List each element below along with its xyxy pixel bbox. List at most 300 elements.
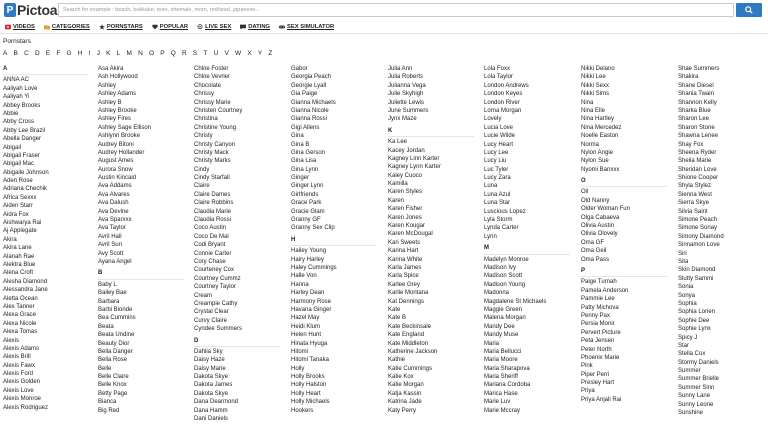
- pornstar-link[interactable]: Chrissy: [194, 91, 215, 98]
- pornstar-link[interactable]: London Keyes: [484, 91, 523, 98]
- pornstar-link[interactable]: Hitomi: [291, 348, 309, 355]
- pornstar-link[interactable]: Hairy Harley: [291, 256, 325, 263]
- pornstar-link[interactable]: Christy: [194, 133, 213, 140]
- pornstar-link[interactable]: Christina: [194, 116, 218, 123]
- pornstar-link[interactable]: Claudia Rossi: [194, 217, 232, 224]
- pornstar-link[interactable]: Katherine Jackson: [388, 348, 438, 355]
- pornstar-link[interactable]: Star: [678, 342, 690, 349]
- pornstar-link[interactable]: Pammie Lee: [581, 296, 615, 303]
- pornstar-link[interactable]: Alexis Brill: [3, 354, 31, 361]
- pornstar-link[interactable]: Audrey Bitoni: [98, 141, 134, 148]
- pornstar-link[interactable]: Baby L: [98, 281, 117, 288]
- pornstar-link[interactable]: Shakira: [678, 74, 699, 81]
- pornstar-link[interactable]: Abigail: [3, 144, 22, 151]
- pornstar-link[interactable]: Alexis Monroe: [3, 396, 42, 403]
- pornstar-link[interactable]: Kathie: [388, 357, 406, 364]
- pornstar-link[interactable]: Betty Page: [98, 390, 128, 397]
- pornstar-link[interactable]: Christen Courtney: [194, 107, 243, 114]
- pornstar-link[interactable]: Kagney Lynn Karter: [388, 164, 441, 171]
- pornstar-link[interactable]: Crystal Clear: [194, 309, 229, 316]
- pornstar-link[interactable]: Alektra Blue: [3, 261, 36, 268]
- pornstar-link[interactable]: Priya: [581, 388, 595, 395]
- pornstar-link[interactable]: Coco De Mal: [194, 233, 229, 240]
- pornstar-link[interactable]: Katie Morgan: [388, 382, 424, 389]
- pornstar-link[interactable]: Gabor: [291, 66, 308, 72]
- pornstar-link[interactable]: Alanah Rae: [3, 253, 35, 260]
- pornstar-link[interactable]: Sophia Lorien: [678, 309, 716, 316]
- pornstar-link[interactable]: Sunny Leone: [678, 401, 714, 408]
- pornstar-link[interactable]: Lorna Morgan: [484, 107, 522, 114]
- pornstar-link[interactable]: Paige Turnah: [581, 279, 617, 286]
- pornstar-link[interactable]: Gianna Nicole: [291, 107, 329, 114]
- alpha-letter-m[interactable]: M: [126, 50, 132, 57]
- pornstar-link[interactable]: Kat Dennings: [388, 298, 425, 305]
- pornstar-link[interactable]: Oil: [581, 189, 589, 196]
- pornstar-link[interactable]: Katrina Jade: [388, 399, 422, 406]
- site-logo[interactable]: [4, 2, 57, 18]
- pornstar-link[interactable]: Ava Addams: [98, 183, 132, 190]
- pornstar-link[interactable]: Magdalene St Michaels: [484, 298, 547, 305]
- pornstar-link[interactable]: Luna: [484, 183, 498, 190]
- pornstar-link[interactable]: Granny Sex Clip: [291, 225, 335, 232]
- pornstar-link[interactable]: Dakota Skye: [194, 390, 229, 397]
- pornstar-link[interactable]: Olivia Olovely: [581, 231, 618, 238]
- pornstar-link[interactable]: Simone Sonay: [678, 225, 718, 232]
- pornstar-link[interactable]: Gigi Allens: [291, 124, 320, 131]
- pornstar-link[interactable]: Lyla Storm: [484, 217, 513, 224]
- pornstar-link[interactable]: Simony Diamond: [678, 233, 724, 240]
- pornstar-link[interactable]: Stormy Daniels: [678, 359, 719, 366]
- pornstar-link[interactable]: Ginger: [291, 175, 310, 182]
- pornstar-link[interactable]: Christy Canyon: [194, 141, 236, 148]
- pornstar-link[interactable]: Karen McDougal: [388, 231, 433, 238]
- pornstar-link[interactable]: Pink: [581, 363, 593, 370]
- pornstar-link[interactable]: Persia Monir: [581, 321, 615, 328]
- pornstar-link[interactable]: Sunshine: [678, 410, 704, 417]
- pornstar-link[interactable]: Karen Fisher: [388, 206, 423, 213]
- pornstar-link[interactable]: Karen Styles: [388, 189, 423, 196]
- pornstar-link[interactable]: Gia Paige: [291, 91, 318, 98]
- pornstar-link[interactable]: Sophia: [678, 300, 697, 307]
- pornstar-link[interactable]: Aurora Snow: [98, 166, 133, 173]
- pornstar-link[interactable]: Ava Alvares: [98, 191, 130, 198]
- pornstar-link[interactable]: Jynx Maze: [388, 116, 417, 123]
- alpha-letter-r[interactable]: R: [182, 50, 187, 57]
- pornstar-link[interactable]: Cindy Starfall: [194, 175, 230, 182]
- pornstar-link[interactable]: Katja Kassin: [388, 390, 422, 397]
- pornstar-link[interactable]: Julianna Vega: [388, 82, 426, 89]
- alpha-letter-g[interactable]: G: [66, 50, 72, 57]
- alpha-letter-n[interactable]: N: [138, 50, 143, 57]
- alpha-letter-p[interactable]: P: [160, 50, 165, 57]
- pornstar-link[interactable]: Claudia Marie: [194, 208, 232, 215]
- pornstar-link[interactable]: August Ames: [98, 158, 134, 165]
- alpha-letter-z[interactable]: Z: [268, 50, 273, 57]
- alpha-letter-q[interactable]: Q: [170, 50, 176, 57]
- pornstar-link[interactable]: Karina White: [388, 256, 423, 263]
- pornstar-link[interactable]: Marie Luv: [484, 399, 511, 406]
- pornstar-link[interactable]: Kate England: [388, 332, 425, 339]
- nav-pornstars[interactable]: [99, 24, 143, 30]
- pornstar-link[interactable]: Maggie Green: [484, 306, 523, 313]
- pornstar-link[interactable]: Lola Taylor: [484, 74, 513, 81]
- pornstar-link[interactable]: Olivia Austin: [581, 223, 615, 230]
- pornstar-link[interactable]: Pervert Picture: [581, 329, 621, 336]
- alpha-letter-v[interactable]: V: [224, 50, 229, 57]
- pornstar-link[interactable]: Julie Skyhigh: [388, 91, 424, 98]
- pornstar-link[interactable]: Granny GF: [291, 217, 321, 224]
- pornstar-link[interactable]: Ashley B: [98, 99, 122, 106]
- pornstar-link[interactable]: Cream: [194, 292, 213, 299]
- pornstar-link[interactable]: Hanna: [291, 281, 309, 288]
- pornstar-link[interactable]: Abby Lee Brazil: [3, 127, 46, 134]
- pornstar-link[interactable]: Ashley Brooke: [98, 107, 137, 114]
- pornstar-link[interactable]: Ava Dalush: [98, 200, 129, 207]
- pornstar-link[interactable]: Malena Morgan: [484, 315, 526, 322]
- pornstar-link[interactable]: Chloe Foster: [194, 66, 229, 72]
- pornstar-link[interactable]: Lucie Wilde: [484, 133, 516, 140]
- pornstar-link[interactable]: Madonna: [484, 290, 510, 297]
- alpha-letter-o[interactable]: O: [148, 50, 155, 57]
- pornstar-link[interactable]: Beata: [98, 323, 114, 330]
- pornstar-link[interactable]: Aaliyah Yi: [3, 94, 30, 101]
- nav-live-sex[interactable]: [197, 24, 231, 30]
- pornstar-link[interactable]: Alexis Fawx: [3, 362, 36, 369]
- search-button[interactable]: [736, 3, 762, 17]
- pornstar-link[interactable]: Kari Sweets: [388, 239, 421, 246]
- pornstar-link[interactable]: Abigail Fraser: [3, 152, 41, 159]
- pornstar-link[interactable]: Alena Croft: [3, 270, 34, 277]
- pornstar-link[interactable]: Julia Ann: [388, 66, 413, 72]
- pornstar-link[interactable]: Katie Cummings: [388, 365, 433, 372]
- pornstar-link[interactable]: ANNA AC: [3, 77, 30, 84]
- pornstar-link[interactable]: Nina Hartley: [581, 116, 615, 123]
- pornstar-link[interactable]: Pamela Anderson: [581, 287, 629, 294]
- pornstar-link[interactable]: Lucy Heart: [484, 141, 514, 148]
- pornstar-link[interactable]: Penny Pax: [581, 312, 611, 319]
- pornstar-link[interactable]: Nikki Sims: [581, 91, 609, 98]
- pornstar-link[interactable]: Mandy Dee: [484, 323, 515, 330]
- pornstar-link[interactable]: Norma: [581, 141, 600, 148]
- pornstar-link[interactable]: Ava Sparxxx: [98, 217, 132, 224]
- pornstar-link[interactable]: Gina Gerson: [291, 149, 326, 156]
- pornstar-link[interactable]: Karla Spice: [388, 273, 419, 280]
- pornstar-link[interactable]: Girlfriends: [291, 191, 319, 198]
- pornstar-link[interactable]: Beauty Dior: [98, 340, 130, 347]
- pornstar-link[interactable]: Alesha Diamond: [3, 278, 48, 285]
- pornstar-link[interactable]: Cindy: [194, 166, 210, 173]
- pornstar-link[interactable]: Luna Star: [484, 200, 511, 207]
- pornstar-link[interactable]: Helen Hunt: [291, 332, 322, 339]
- alpha-letter-y[interactable]: Y: [257, 50, 263, 57]
- pornstar-link[interactable]: Oma Pass: [581, 256, 610, 263]
- pornstar-link[interactable]: Ash Hollywood: [98, 74, 138, 81]
- pornstar-link[interactable]: Nikki Lee: [581, 74, 606, 81]
- pornstar-link[interactable]: Shae Summers: [678, 66, 720, 72]
- pornstar-link[interactable]: Gianna Rossi: [291, 116, 328, 123]
- pornstar-link[interactable]: Courtney Cummz: [194, 275, 241, 282]
- pornstar-link[interactable]: Presley Hart: [581, 380, 615, 387]
- pornstar-link[interactable]: Abbey Brooks: [3, 102, 41, 109]
- pornstar-link[interactable]: Lynn: [484, 233, 497, 240]
- pornstar-link[interactable]: Simone Peach: [678, 217, 718, 224]
- pornstar-link[interactable]: Maria Bellucci: [484, 348, 522, 355]
- pornstar-link[interactable]: Kaley Cuoco: [388, 172, 423, 179]
- pornstar-link[interactable]: Hazel May: [291, 315, 320, 322]
- pornstar-link[interactable]: Austin Kincaid: [98, 175, 137, 182]
- pornstar-link[interactable]: Luna Azul: [484, 191, 511, 198]
- pornstar-link[interactable]: Dani Daniels: [194, 416, 229, 423]
- pornstar-link[interactable]: Lucy Liu: [484, 158, 507, 165]
- pornstar-link[interactable]: Gina Lynn: [291, 166, 319, 173]
- nav-videos[interactable]: [5, 24, 35, 30]
- pornstar-link[interactable]: Summer Brielle: [678, 376, 720, 383]
- pornstar-link[interactable]: Ka Lee: [388, 139, 408, 146]
- pornstar-link[interactable]: Harmony Rose: [291, 298, 332, 305]
- pornstar-link[interactable]: Shane Diesel: [678, 82, 714, 89]
- pornstar-link[interactable]: Nina Mercedez: [581, 124, 622, 131]
- pornstar-link[interactable]: Silvia Saint: [678, 208, 708, 215]
- pornstar-link[interactable]: Sheena Ryder: [678, 149, 717, 156]
- pornstar-link[interactable]: Gina B: [291, 141, 310, 148]
- pornstar-link[interactable]: Sonya: [678, 292, 696, 299]
- pornstar-link[interactable]: Madison Ivy: [484, 264, 517, 271]
- pornstar-link[interactable]: Haley Cummings: [291, 264, 337, 271]
- pornstar-link[interactable]: Chocolate: [194, 82, 222, 89]
- alpha-letter-u[interactable]: U: [213, 50, 219, 57]
- pornstar-link[interactable]: Karen Jones: [388, 214, 422, 221]
- pornstar-link[interactable]: Christy Mack: [194, 149, 229, 156]
- alpha-letter-l[interactable]: L: [116, 50, 121, 57]
- pornstar-link[interactable]: Holly Halston: [291, 382, 327, 389]
- pornstar-link[interactable]: Shannon Kelly: [678, 99, 717, 106]
- pornstar-link[interactable]: Madison Young: [484, 281, 526, 288]
- pornstar-link[interactable]: Harley Dean: [291, 290, 325, 297]
- pornstar-link[interactable]: Curvy Claire: [194, 317, 228, 324]
- pornstar-link[interactable]: Ashley: [98, 82, 117, 89]
- pornstar-link[interactable]: Older Woman Fun: [581, 206, 630, 213]
- pornstar-link[interactable]: Kacey Jordan: [388, 147, 425, 154]
- pornstar-link[interactable]: Heidi Klum: [291, 323, 321, 330]
- pornstar-link[interactable]: Courteney Cox: [194, 267, 235, 274]
- pornstar-link[interactable]: Adriana Chechik: [3, 186, 48, 193]
- pornstar-link[interactable]: Holly Brooks: [291, 374, 325, 381]
- pornstar-link[interactable]: Patty Michova: [581, 304, 619, 311]
- nav-categories[interactable]: [44, 24, 90, 30]
- pornstar-link[interactable]: Belle Knox: [98, 382, 127, 389]
- pornstar-link[interactable]: Grace Park: [291, 200, 322, 207]
- pornstar-link[interactable]: Old Nanny: [581, 197, 610, 204]
- pornstar-link[interactable]: Halle Von: [291, 273, 317, 280]
- pornstar-link[interactable]: Georgia Peach: [291, 74, 332, 81]
- pornstar-link[interactable]: Luc Tyler: [484, 166, 509, 173]
- alpha-letter-k[interactable]: K: [106, 50, 111, 57]
- pornstar-link[interactable]: Ashlynn Brooke: [98, 133, 141, 140]
- pornstar-link[interactable]: Abigail Mac: [3, 161, 35, 168]
- pornstar-link[interactable]: Aidra Fox: [3, 211, 29, 218]
- pornstar-link[interactable]: Cyndee Summers: [194, 326, 243, 333]
- pornstar-link[interactable]: Alexa Nicole: [3, 320, 37, 327]
- pornstar-link[interactable]: Christine Young: [194, 124, 237, 131]
- alpha-letter-a[interactable]: A: [3, 50, 8, 57]
- pornstar-link[interactable]: Piper Perri: [581, 371, 610, 378]
- pornstar-link[interactable]: Ashley Sage Ellison: [98, 124, 152, 131]
- pornstar-link[interactable]: Mandy Muse: [484, 332, 519, 339]
- pornstar-link[interactable]: Alexis Golden: [3, 379, 41, 386]
- pornstar-link[interactable]: Ayana Angel: [98, 258, 132, 265]
- pornstar-link[interactable]: Oma GF: [581, 239, 605, 246]
- pornstar-link[interactable]: Gracie Glam: [291, 208, 325, 215]
- pornstar-link[interactable]: Shyla Stylez: [678, 183, 712, 190]
- pornstar-link[interactable]: Big Red: [98, 407, 120, 414]
- pornstar-link[interactable]: Nyomi Banxxx: [581, 166, 620, 173]
- pornstar-link[interactable]: Abigaile Johnson: [3, 169, 49, 176]
- pornstar-link[interactable]: Peta Jensen: [581, 338, 615, 345]
- pornstar-link[interactable]: Bianca: [98, 399, 117, 406]
- pornstar-link[interactable]: Bailey Bae: [98, 290, 127, 297]
- pornstar-link[interactable]: Karlie Montana: [388, 290, 429, 297]
- pornstar-link[interactable]: Madison Scott: [484, 273, 523, 280]
- pornstar-link[interactable]: Claire Dames: [194, 191, 231, 198]
- pornstar-link[interactable]: Chrissy Marie: [194, 99, 231, 106]
- pornstar-link[interactable]: Holly Michaels: [291, 399, 330, 406]
- alpha-letter-t[interactable]: T: [203, 50, 208, 57]
- pornstar-link[interactable]: Lucia Love: [484, 124, 514, 131]
- pornstar-link[interactable]: Summer Sinn: [678, 384, 715, 391]
- pornstar-link[interactable]: Hitomi Tanaka: [291, 357, 329, 364]
- pornstar-link[interactable]: Sophie Lynx: [678, 326, 711, 333]
- pornstar-link[interactable]: Barbara: [98, 298, 120, 305]
- alpha-letter-w[interactable]: W: [235, 50, 242, 57]
- pornstar-link[interactable]: Kate: [388, 306, 401, 313]
- pornstar-link[interactable]: Akira: [3, 236, 17, 243]
- pornstar-link[interactable]: Asa Akira: [98, 66, 124, 72]
- pornstar-link[interactable]: Sienna West: [678, 191, 712, 198]
- pornstar-link[interactable]: Katie Kox: [388, 374, 414, 381]
- pornstar-link[interactable]: Hailey Young: [291, 248, 327, 255]
- pornstar-link[interactable]: Ginger Lynn: [291, 183, 324, 190]
- alpha-letter-e[interactable]: E: [45, 50, 51, 57]
- pornstar-link[interactable]: Lucy Zara: [484, 175, 511, 182]
- pornstar-link[interactable]: Dana Hamm: [194, 407, 228, 414]
- pornstar-link[interactable]: Kate B: [388, 315, 407, 322]
- pornstar-link[interactable]: Ava Taylor: [98, 225, 126, 232]
- pornstar-link[interactable]: Sheila Marie: [678, 158, 712, 165]
- pornstar-link[interactable]: Avril Hall: [98, 233, 122, 240]
- alpha-letter-c[interactable]: C: [24, 50, 29, 57]
- pornstar-link[interactable]: Maria Sheriff: [484, 374, 518, 381]
- pornstar-link[interactable]: Aiden Starr: [3, 203, 34, 210]
- pornstar-link[interactable]: Julia Roberts: [388, 74, 424, 81]
- pornstar-link[interactable]: Aj Applegate: [3, 228, 37, 235]
- pornstar-link[interactable]: Maria Moore: [484, 357, 518, 364]
- pornstar-link[interactable]: Aishwarya Rai: [3, 220, 42, 227]
- pornstar-link[interactable]: Alessandra Jane: [3, 287, 48, 294]
- alpha-letter-s[interactable]: S: [192, 50, 198, 57]
- pornstar-link[interactable]: Holly: [291, 365, 305, 372]
- pornstar-link[interactable]: Sinnamon Love: [678, 242, 720, 249]
- pornstar-link[interactable]: Avril Sun: [98, 242, 122, 249]
- pornstar-link[interactable]: Phoenix Marie: [581, 354, 620, 361]
- nav-sex-simulator[interactable]: [279, 24, 334, 30]
- pornstar-link[interactable]: Courtney Taylor: [194, 284, 236, 291]
- pornstar-link[interactable]: Sophie Dee: [678, 317, 710, 324]
- alpha-letter-b[interactable]: B: [13, 50, 18, 57]
- pornstar-link[interactable]: Avy Scott: [98, 250, 124, 257]
- pornstar-link[interactable]: Karen: [388, 197, 405, 204]
- pornstar-link[interactable]: Lynda Carter: [484, 225, 519, 232]
- pornstar-link[interactable]: Kate Beckinsale: [388, 323, 432, 330]
- pornstar-link[interactable]: Aaliyah Love: [3, 85, 38, 92]
- pornstar-link[interactable]: Ashley Fires: [98, 116, 132, 123]
- pornstar-link[interactable]: Abbie: [3, 110, 19, 117]
- pornstar-link[interactable]: Madelyn Monroe: [484, 256, 529, 263]
- pornstar-link[interactable]: Beata Undine: [98, 332, 135, 339]
- pornstar-link[interactable]: Gianna Michaels: [291, 99, 336, 106]
- pornstar-link[interactable]: Karla James: [388, 264, 422, 271]
- alpha-letter-x[interactable]: X: [247, 50, 252, 57]
- pornstar-link[interactable]: Aden Rose: [3, 178, 33, 185]
- alpha-letter-h[interactable]: H: [77, 50, 83, 57]
- pornstar-link[interactable]: Nylon Sue: [581, 158, 609, 165]
- pornstar-link[interactable]: Nikki Sexx: [581, 82, 610, 89]
- pornstar-link[interactable]: Belle: [98, 365, 112, 372]
- pornstar-link[interactable]: Audrey Hollander: [98, 149, 145, 156]
- pornstar-link[interactable]: Sheridan Love: [678, 166, 717, 173]
- pornstar-link[interactable]: Gina Lisa: [291, 158, 317, 165]
- pornstar-link[interactable]: Alexis Adams: [3, 345, 40, 352]
- pornstar-link[interactable]: Sharon Lee: [678, 116, 710, 123]
- pornstar-link[interactable]: Oma Geil: [581, 248, 607, 255]
- pornstar-link[interactable]: Lola Foxx: [484, 66, 511, 72]
- pornstar-link[interactable]: Lucy Lee: [484, 149, 509, 156]
- pornstar-link[interactable]: Coco Austin: [194, 225, 227, 232]
- pornstar-link[interactable]: Karen Kougar: [388, 223, 426, 230]
- pornstar-link[interactable]: Stella Cox: [678, 351, 706, 358]
- pornstar-link[interactable]: Hookers: [291, 407, 314, 414]
- pornstar-link[interactable]: Karlee Grey: [388, 281, 421, 288]
- alpha-letter-j[interactable]: J: [96, 50, 100, 57]
- pornstar-link[interactable]: Shione Cooper: [678, 175, 719, 182]
- pornstar-link[interactable]: Kate Middleton: [388, 340, 429, 347]
- pornstar-link[interactable]: Claire: [194, 183, 210, 190]
- pornstar-link[interactable]: Alex Tanner: [3, 303, 35, 310]
- pornstar-link[interactable]: Belle Claire: [98, 374, 129, 381]
- pornstar-link[interactable]: London Andrews: [484, 82, 529, 89]
- pornstar-link[interactable]: Sharka Blue: [678, 107, 711, 114]
- search-input[interactable]: Search for example : beach, bukkake, teen, shemale, mom, redhead, japanese...: [58, 3, 734, 17]
- pornstar-link[interactable]: Bella Danger: [98, 348, 133, 355]
- pornstar-link[interactable]: Abby Cross: [3, 119, 35, 126]
- pornstar-link[interactable]: Marie Mccray: [484, 407, 521, 414]
- pornstar-link[interactable]: Peter North: [581, 346, 612, 353]
- pornstar-link[interactable]: Ava Devine: [98, 208, 129, 215]
- pornstar-link[interactable]: Dana Dearmond: [194, 399, 239, 406]
- pornstar-link[interactable]: Alexis Ford: [3, 371, 34, 378]
- pornstar-link[interactable]: Bella Rose: [98, 357, 128, 364]
- pornstar-link[interactable]: Nina Elle: [581, 107, 606, 114]
- nav-dating[interactable]: [240, 24, 270, 30]
- pornstar-link[interactable]: Africa Sexxx: [3, 194, 37, 201]
- alpha-letter-d[interactable]: D: [34, 50, 40, 57]
- pornstar-link[interactable]: Sonia: [678, 284, 694, 291]
- alpha-letter-f[interactable]: F: [56, 50, 61, 57]
- nav-popular[interactable]: [152, 24, 188, 30]
- pornstar-link[interactable]: Priya Anjali Rai: [581, 396, 622, 403]
- pornstar-link[interactable]: Slutty Sammi: [678, 275, 714, 282]
- pornstar-link[interactable]: Creampie Cathy: [194, 300, 238, 307]
- pornstar-link[interactable]: Juliette Lewis: [388, 99, 425, 106]
